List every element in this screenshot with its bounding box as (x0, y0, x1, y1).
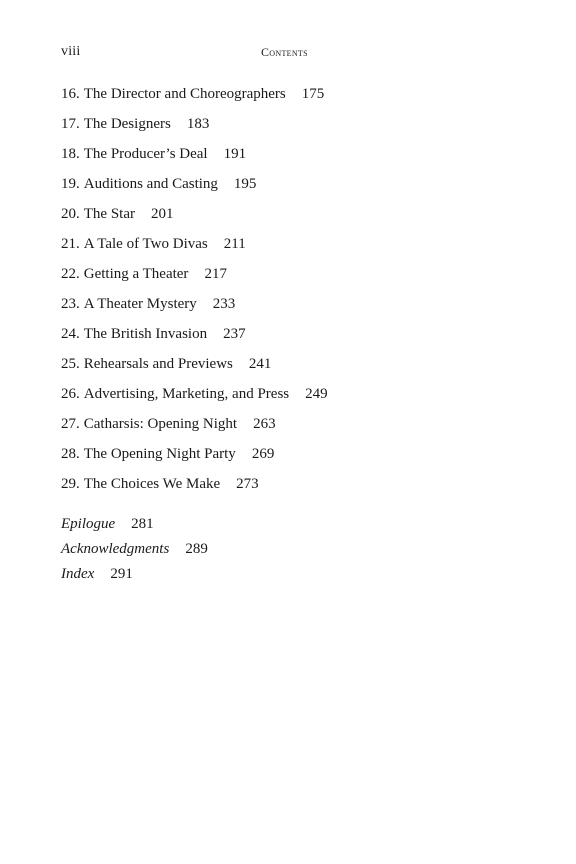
chapter-page: 237 (223, 326, 246, 342)
toc-entry-epilogue[interactable] (61, 514, 208, 539)
backmatter-list (61, 514, 208, 589)
toc-entry-20[interactable] (61, 204, 328, 234)
toc-entry-index[interactable] (61, 564, 208, 589)
chapter-title: Auditions and Casting (83, 176, 218, 192)
chapter-title: The Designers (83, 116, 171, 132)
chapter-title: A Tale of Two Divas (83, 236, 208, 252)
toc-entry-18[interactable] (61, 144, 328, 174)
chapter-number: 27. (61, 416, 80, 432)
chapter-number: 24. (61, 326, 80, 342)
chapter-page: 263 (253, 416, 276, 432)
chapter-page: 195 (233, 176, 257, 192)
chapter-number: 16. (61, 86, 80, 102)
chapter-page: 175 (301, 86, 325, 102)
chapter-number: 17. (61, 116, 80, 132)
chapter-number: 28. (61, 446, 80, 462)
chapter-title: Catharsis: Opening Night (83, 416, 238, 432)
toc-entry-27[interactable] (61, 414, 328, 444)
chapter-page: 211 (223, 236, 246, 252)
chapter-title: The Director and Choreographers (83, 86, 286, 102)
backmatter-title: Acknowledgments (61, 541, 170, 557)
chapter-title: A Theater Mystery (83, 296, 197, 312)
chapter-title: Advertising, Marketing, and Press (83, 386, 290, 402)
chapter-title: Rehearsals and Previews (83, 356, 233, 372)
chapter-page: 273 (236, 476, 259, 492)
chapter-title: The Star (83, 206, 135, 222)
chapter-number: 22. (61, 266, 80, 282)
page-header (61, 44, 576, 64)
toc-entry-16[interactable] (61, 84, 328, 114)
chapter-title: The Producer’s Deal (83, 146, 208, 162)
chapter-number: 20. (61, 206, 80, 222)
chapter-page: 249 (305, 386, 328, 402)
backmatter-title: Index (61, 566, 95, 582)
chapter-title: The Opening Night Party (83, 446, 236, 462)
running-head: Contents (261, 45, 308, 59)
toc-entry-29[interactable] (61, 474, 328, 504)
chapter-page: 233 (212, 296, 236, 312)
toc-entry-19[interactable] (61, 174, 328, 204)
chapter-list (61, 84, 328, 504)
toc-entry-28[interactable] (61, 444, 328, 474)
chapter-title: The British Invasion (83, 326, 208, 342)
chapter-page: 191 (223, 146, 247, 162)
chapter-number: 29. (61, 476, 80, 492)
chapter-number: 26. (61, 386, 80, 402)
chapter-number: 25. (61, 356, 80, 372)
chapter-title: The Choices We Make (83, 476, 221, 492)
chapter-number: 19. (61, 176, 80, 192)
toc-entry-22[interactable] (61, 264, 328, 294)
toc-entry-25[interactable] (61, 354, 328, 384)
toc-entry-23[interactable] (61, 294, 328, 324)
toc-entry-21[interactable] (61, 234, 328, 264)
toc-entry-acknowledgments[interactable] (61, 539, 208, 564)
chapter-page: 183 (186, 116, 210, 132)
backmatter-page: 281 (131, 516, 154, 532)
chapter-page: 241 (248, 356, 272, 372)
chapter-number: 23. (61, 296, 80, 312)
toc-entry-26[interactable] (61, 384, 328, 414)
chapter-title: Getting a Theater (83, 266, 189, 282)
backmatter-title: Epilogue (61, 516, 116, 532)
backmatter-page: 291 (110, 566, 133, 582)
chapter-page: 217 (204, 266, 227, 282)
toc-entry-17[interactable] (61, 114, 328, 144)
chapter-page: 269 (251, 446, 275, 462)
page-number: viii (61, 44, 81, 59)
toc-entry-24[interactable] (61, 324, 328, 354)
chapter-number: 21. (61, 236, 80, 252)
chapter-number: 18. (61, 146, 80, 162)
chapter-page: 201 (150, 206, 174, 222)
backmatter-page: 289 (185, 541, 208, 557)
